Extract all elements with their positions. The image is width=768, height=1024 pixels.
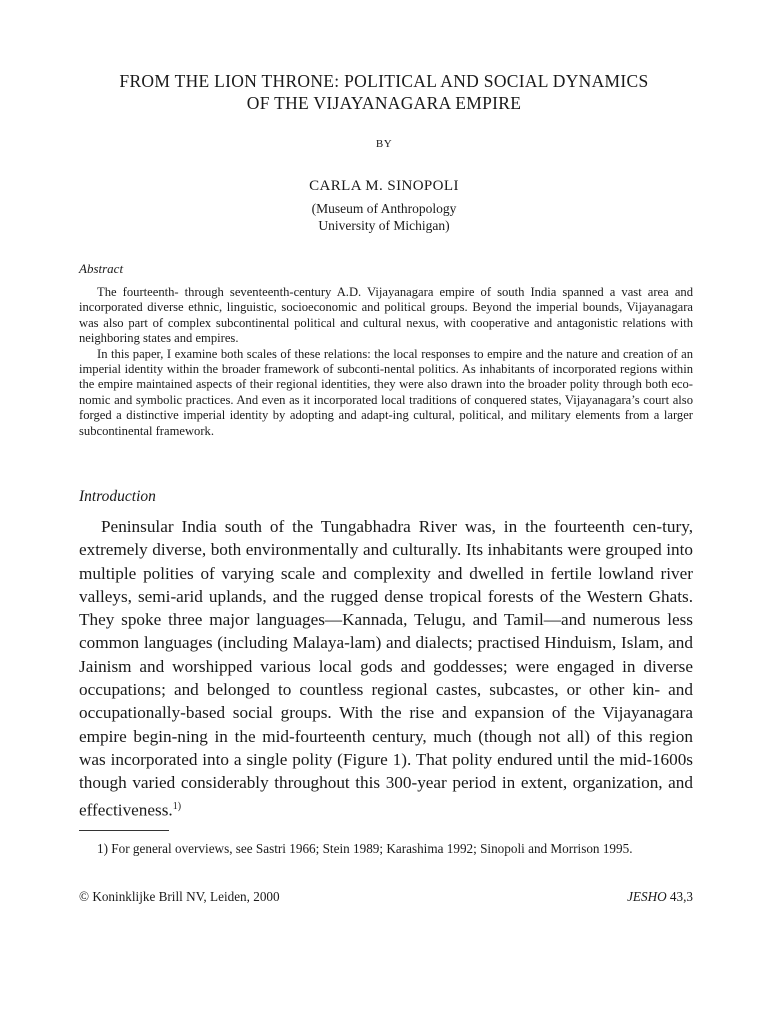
introduction-paragraph-text: Peninsular India south of the Tungabhadra River was, in the fourteenth cen-tury, extremely diverse, both environmentally and culturally. Its inhabitants were grouped into multiple polities of varying scale and complexity and dwelled in fertile lowland river valleys, semi-arid uplands, and the rugged dense tropical forests of the Western Ghats. They spoke three major languages—Kannada, Telugu, and Tamil—and numerous less common languages (including Malaya-lam) and dialects; practised Hinduism, Islam, and Jainism and worshipped various local gods and goddesses; were engaged in diverse occupations; and belonged to countless regional castes, subcastes, or other kin- and occupationally-based social groups. With the rise and expansion of the Vijayanagara empire begin-ning in the mid-fourteenth century, much (though not all) of this region was incorporated into a single polity (Figure 1). That polity endured until the mid-1600s though varied considerably throughout this 300-year period in extent, organization, and effectiveness. xyxy=(79,517,693,820)
byline-label: BY xyxy=(375,138,393,150)
author-name: CARLA M. SINOPOLI xyxy=(309,178,459,194)
footnote xyxy=(79,840,693,857)
footnote-reference[interactable]: 1) xyxy=(172,800,182,812)
abstract-paragraph-1: The fourteenth- through seventeenth-century A.D. Vijayanagara empire of south India spanned a vast area and incorporated diverse ethnic, linguistic, socioeconomic and political groups. Beyond the imperial bounds, Vijayanagara was also part of complex subcontinental political and cultural nexus, with cooperative and antagonistic relations with neighboring states and empires. xyxy=(79,285,693,346)
abstract-paragraph-2: In this paper, I examine both scales of these relations: the local responses to empire and the nature and creation of an imperial identity within the broader framework of subconti-nental politics. As inhabitants of incorporated regions within the empire maintained aspects of their regional identities, they were also drawn into the broader polity through both eco-nomic and symbolic practices. And even as it incorporated local traditions of conquered states, Vijayanagara’s court also forged a distinctive imperial identity by adopting and adapt-ing cultural, political, and military elements from a larger subcontinental framework. xyxy=(79,346,693,438)
affiliation-line-1: (Museum of Anthropology xyxy=(311,201,457,216)
abstract-heading: Abstract xyxy=(79,261,124,276)
introduction-body xyxy=(79,515,693,822)
journal-name: JESHO xyxy=(627,889,667,904)
abstract-body xyxy=(79,285,693,439)
introduction-heading: Introduction xyxy=(79,488,156,505)
author-affiliation xyxy=(0,200,768,234)
copyright-notice: © Koninklijke Brill NV, Leiden, 2000 xyxy=(79,889,280,904)
paper-title xyxy=(60,70,708,114)
journal-citation xyxy=(627,889,693,905)
title-line-1: FROM THE LION THRONE: POLITICAL AND SOCIAL DYNAMICS xyxy=(119,71,649,91)
title-line-2: OF THE VIJAYANAGARA EMPIRE xyxy=(246,93,522,113)
footnote-divider xyxy=(79,830,169,831)
journal-volume: 43,3 xyxy=(669,889,693,904)
introduction-paragraph xyxy=(79,515,693,822)
footnote-text: 1) For general overviews, see Sastri 1966; Stein 1989; Karashima 1992; Sinopoli and Morrison 1995. xyxy=(97,841,633,856)
affiliation-line-2: University of Michigan) xyxy=(318,218,450,233)
